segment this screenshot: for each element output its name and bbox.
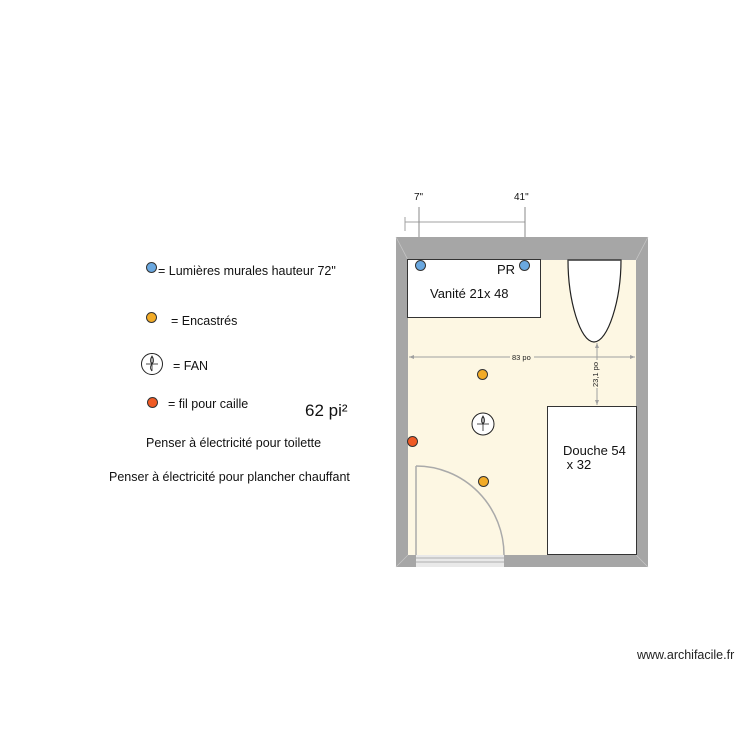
wire-outlet [407,436,418,447]
note-floor-heating: Penser à électricité pour plancher chauffant [109,470,350,484]
shower-label-line2: x 32 [563,457,592,472]
legend-wall-light-label: = Lumières murales hauteur 72" [158,264,336,278]
vanity-label: Vanité 21x 48 [430,286,509,301]
width-dimension: 83 po [512,353,531,362]
dim-top-left: 7" [414,192,424,203]
legend-fan-label: = FAN [173,359,209,373]
area-label: 62 pi² [305,401,348,420]
dim-top-right: 41" [514,192,529,203]
toilet-clearance-dimension: 23,1 po [591,361,601,388]
wall-light-left [415,260,426,271]
legend-wire-label: = fil pour caille [168,397,249,411]
recessed-light-2 [478,476,489,487]
wall-light-right [519,260,530,271]
legend-recessed-label: = Encastrés [171,314,238,328]
vanity-tag: PR [497,262,516,277]
watermark: www.archifacile.fr [637,648,735,662]
recessed-light-1 [477,369,488,380]
note-toilet-electricity: Penser à électricité pour toilette [146,436,322,450]
shower-label-line1: Douche 54 [563,443,626,458]
